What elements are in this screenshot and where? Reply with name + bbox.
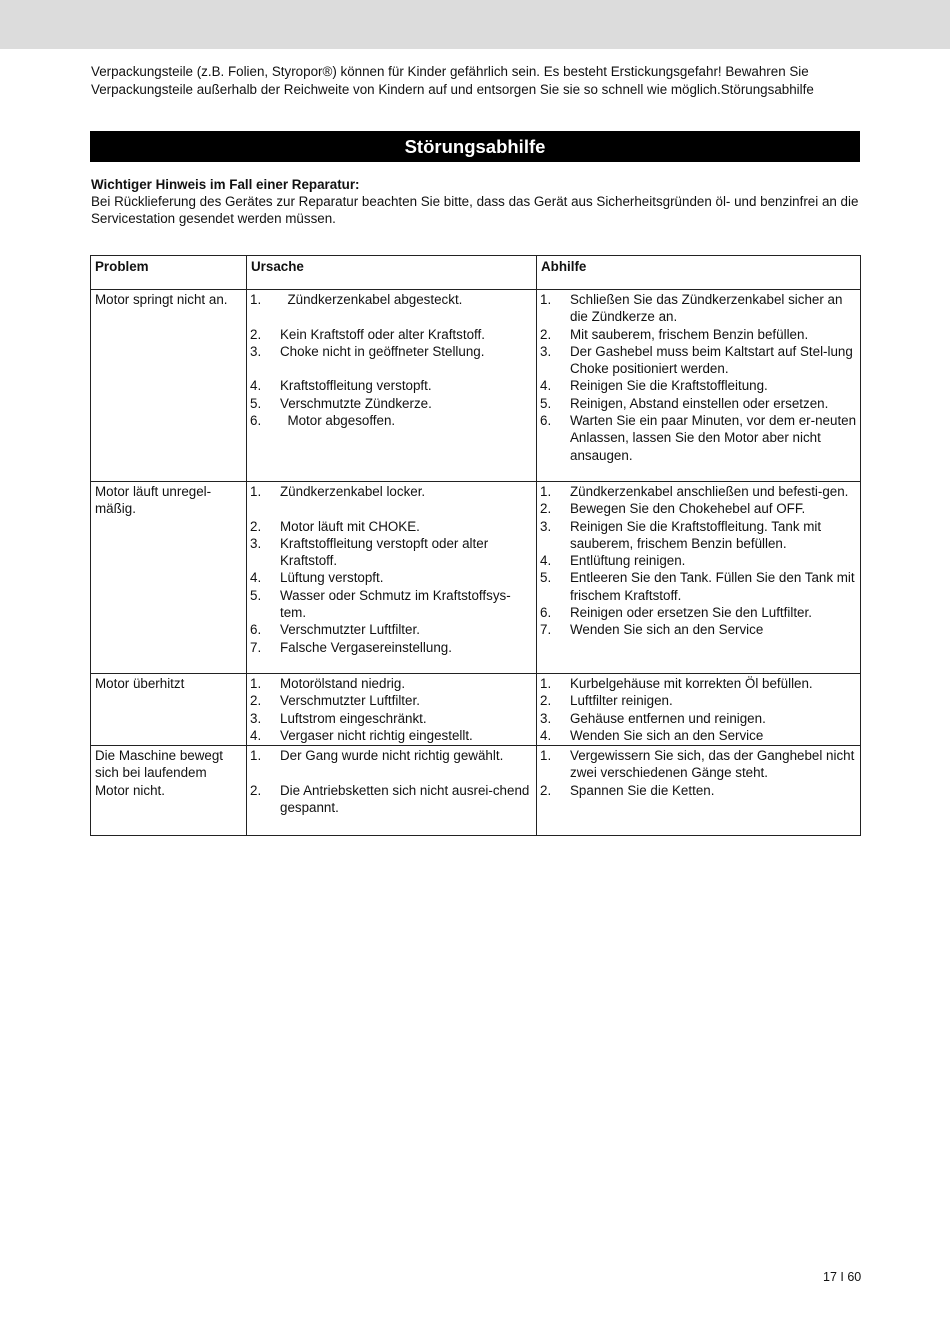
header-remedy: Abhilfe [537,256,861,290]
list-number: 6. [540,413,552,429]
remedy-item [540,291,857,326]
list-number: 4. [250,570,262,586]
cause-item [250,535,533,570]
cause-cell [247,746,537,836]
cause-item [250,692,533,709]
list-text: Zündkerzenkabel abgesteckt. [280,292,463,307]
remedy-item [540,395,857,412]
list-text: Vergaser nicht richtig eingestellt. [280,727,473,743]
list-number: 4. [540,727,552,743]
list-text: Wenden Sie sich an den Service [570,727,764,743]
list-number: 5. [250,395,262,411]
notice-text: Bei Rücklieferung des Gerätes zur Reparatur beachten Sie bitte, dass das Gerät aus Sicherheitsgründen öl- und benzinfrei an die Servicestation gesendet werden müssen. [91,194,859,226]
list-text: Reinigen oder ersetzen Sie den Luftfilter. [570,605,812,621]
list-text: Luftstrom eingeschränkt. [280,710,427,726]
table-header-row [91,256,861,290]
list-number: 1. [250,484,262,499]
list-number: 7. [250,639,262,655]
cause-item [250,587,533,622]
list-number: 6. [250,413,262,429]
repair-notice [91,176,863,227]
cause-item [250,710,533,727]
remedy-cell [537,482,861,674]
list-spacer [250,308,533,325]
list-number: 6. [250,622,262,638]
remedy-item [540,710,857,727]
list-text: Warten Sie ein paar Minuten, vor dem er-neuten Anlassen, lassen Sie den Motor aber nicht ansaugen. [570,413,860,463]
remedy-item [540,326,857,343]
cause-item [250,412,533,429]
problem-cell: Motor überhitzt [91,674,247,746]
remedy-item [540,692,857,709]
list-text: Entleeren Sie den Tank. Füllen Sie den Tank mit frischem Kraftstoff. [570,570,859,603]
list-number: 1. [540,484,552,499]
list-number: 2. [540,501,552,517]
remedy-item [540,675,857,692]
list-number: 5. [540,395,552,411]
list-number: 3. [540,710,552,726]
list-text: Wasser oder Schmutz im Kraftstoffsys-tem. [280,587,511,621]
cause-item [250,569,533,586]
list-text: Mit sauberem, frischem Benzin befüllen. [570,326,809,342]
cause-item [250,675,533,692]
list-spacer [250,500,533,517]
list-text: Die Antriebsketten sich nicht ausrei-chend gespannt. [280,782,534,815]
list-number: 1. [250,676,262,691]
cause-item [250,747,533,764]
list-number: 1. [540,292,552,307]
problem-cell: Motor läuft unregel-mäßig. [91,482,247,674]
list-number: 7. [540,622,552,638]
remedy-cell [537,674,861,746]
list-text: Kraftstoffleitung verstopft oder alter Kraftstoff. [280,535,492,569]
list-number: 4. [540,553,552,569]
cause-item [250,395,533,412]
list-number: 4. [250,378,262,394]
list-text: Der Gashebel muss beim Kaltstart auf Stel-lung Choke positioniert werden. [570,343,857,377]
list-text: Verschmutzte Zündkerze. [280,395,432,411]
list-text: Der Gang wurde nicht richtig gewählt. [280,748,504,763]
cause-item [250,639,533,656]
list-text: Verschmutzter Luftfilter. [280,622,420,638]
list-text: Kraftstoffleitung verstopft. [280,378,432,394]
list-text: Kurbelgehäuse mit korrekten Öl befüllen. [570,676,813,691]
cause-cell [247,482,537,674]
list-number: 1. [250,748,262,763]
page-number: 17 I 60 [823,1270,862,1284]
remedy-cell [537,746,861,836]
remedy-item [540,782,857,799]
cause-item [250,782,533,817]
cause-item [250,483,533,500]
list-number: 4. [540,378,552,394]
remedy-item [540,377,857,394]
remedy-item [540,621,857,638]
notice-heading: Wichtiger Hinweis im Fall einer Reparatur: [91,177,360,192]
troubleshooting-table [90,255,861,836]
cause-item [250,377,533,394]
list-number: 3. [540,343,552,359]
list-text: Entlüftung reinigen. [570,553,686,569]
list-number: 2. [250,326,262,342]
remedy-item [540,727,857,744]
list-number: 1. [540,748,552,763]
list-number: 2. [250,693,262,709]
list-text: Choke nicht in geöffneter Stellung. [280,343,485,359]
problem-cell: Die Maschine bewegt sich bei laufendem Motor nicht. [91,746,247,836]
list-text: Bewegen Sie den Chokehebel auf OFF. [570,501,806,517]
list-text: Zündkerzenkabel anschließen und befesti-gen. [570,484,849,499]
header-cause: Ursache [247,256,537,290]
list-number: 2. [250,518,262,534]
list-number: 5. [540,570,552,586]
list-text: Vergewissern Sie sich, das der Ganghebel nicht zwei verschiedenen Gänge steht. [570,748,859,781]
table-row [91,674,861,746]
list-number: 1. [250,292,262,307]
remedy-item [540,412,860,464]
header-problem: Problem [91,256,247,290]
section-title: Störungsabhilfe [90,131,860,162]
remedy-item [540,500,857,517]
remedy-cell [537,290,861,482]
list-number: 3. [250,343,262,359]
list-number: 3. [540,518,552,534]
cause-item [250,727,533,744]
cause-item [250,621,533,638]
list-text: Reinigen Sie die Kraftstoffleitung. Tank mit sauberem, frischem Benzin befüllen. [570,518,825,551]
remedy-item [540,747,857,782]
cause-item [250,343,533,360]
list-text: Luftfilter reinigen. [570,693,673,709]
cause-item [250,518,533,535]
list-number: 6. [540,605,552,621]
cause-item [250,326,533,343]
list-number: 2. [540,782,552,798]
list-text: Motor läuft mit CHOKE. [280,518,420,534]
table-row [91,746,861,836]
list-text: Wenden Sie sich an den Service [570,622,764,638]
remedy-item [540,569,857,604]
list-text: Reinigen Sie die Kraftstoffleitung. [570,378,768,394]
cause-cell [247,290,537,482]
table-row [91,482,861,674]
remedy-item [540,483,857,500]
remedy-item [540,343,857,378]
list-spacer [250,764,533,781]
list-text: Kein Kraftstoff oder alter Kraftstoff. [280,326,485,342]
list-number: 2. [250,782,262,798]
list-number: 2. [540,326,552,342]
intro-paragraph: Verpackungsteile (z.B. Folien, Styropor®) können für Kinder gefährlich sein. Es besteht Erstickungsgefahr! Bewahren Sie Verpackungsteile außerhalb der Reichweite von Kindern auf und entsorgen Sie sie so schnell wie möglich.Störungsabhilfe [91,64,814,97]
list-text: Falsche Vergasereinstellung. [280,639,452,655]
remedy-item [540,518,857,553]
list-number: 4. [250,727,262,743]
list-text: Zündkerzenkabel locker. [280,484,426,499]
list-text: Verschmutzter Luftfilter. [280,693,420,709]
list-spacer [250,360,533,377]
list-text: Motor abgesoffen. [280,413,396,429]
list-text: Schließen Sie das Zündkerzenkabel sicher an die Zündkerze an. [570,292,847,325]
top-header-bar [0,0,950,49]
list-number: 3. [250,535,262,551]
list-number: 2. [540,693,552,709]
list-text: Gehäuse entfernen und reinigen. [570,710,766,726]
problem-cell: Motor springt nicht an. [91,290,247,482]
list-number: 5. [250,587,262,603]
cause-item [250,291,533,308]
cause-cell [247,674,537,746]
list-text: Reinigen, Abstand einstellen oder ersetzen. [570,395,829,411]
list-number: 1. [540,676,552,691]
list-text: Spannen Sie die Ketten. [570,782,715,798]
remedy-item [540,604,857,621]
list-number: 3. [250,710,262,726]
table-row [91,290,861,482]
list-text: Lüftung verstopft. [280,570,384,586]
remedy-item [540,552,857,569]
list-text: Motorölstand niedrig. [280,676,406,691]
